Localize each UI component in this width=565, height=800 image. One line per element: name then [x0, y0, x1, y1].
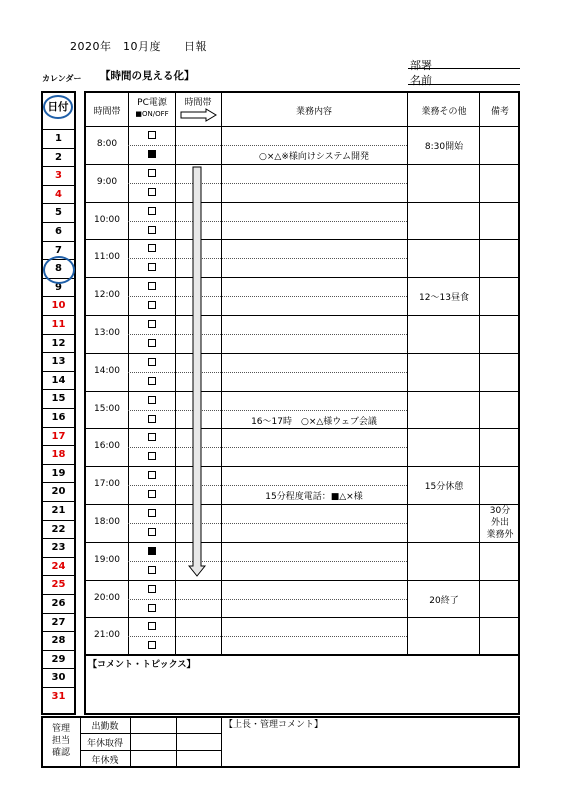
calendar-day[interactable]: 30 — [41, 668, 76, 687]
pc-power-checkbox[interactable] — [148, 301, 156, 309]
half-hour-line — [128, 334, 407, 335]
mgmt-label-3: 確認 — [51, 748, 70, 758]
calendar-day[interactable]: 13 — [41, 352, 76, 371]
half-hour-line — [128, 296, 407, 297]
half-hour-line — [128, 183, 407, 184]
col-header-time: 時間帯 — [93, 107, 121, 117]
hour-line — [84, 542, 520, 543]
hour-line — [84, 277, 520, 278]
time-slot-label: 10:00 — [94, 214, 120, 225]
pc-power-checkbox[interactable] — [148, 433, 156, 441]
other-work-entry[interactable]: 15分休憩 — [424, 482, 464, 493]
col-header-work: 業務内容 — [295, 107, 332, 117]
date-header: 日付 — [43, 95, 73, 119]
pc-power-checkbox[interactable] — [148, 604, 156, 612]
note-line-1: 30分 — [489, 506, 511, 516]
half-hour-line — [128, 145, 407, 146]
calendar-day[interactable]: 1 — [41, 129, 76, 148]
calendar-day[interactable]: 21 — [41, 501, 76, 520]
mgmt-row-line — [80, 733, 221, 734]
mgmt-label-2: 担当 — [51, 736, 70, 746]
pc-power-checkbox[interactable] — [148, 131, 156, 139]
time-slot-label: 8:00 — [96, 138, 118, 149]
calendar-day[interactable]: 20 — [41, 482, 76, 501]
time-slot-label: 9:00 — [96, 176, 118, 187]
col-header-pc: PC電源 — [137, 98, 167, 108]
hour-line — [84, 164, 520, 165]
header-line — [84, 126, 520, 127]
department-label: 部署 — [410, 59, 432, 72]
pc-power-checkbox[interactable] — [148, 263, 156, 271]
calendar-day[interactable]: 6 — [41, 222, 76, 241]
other-work-entry[interactable]: 12～13昼食 — [419, 293, 469, 304]
calendar-day[interactable]: 11 — [41, 315, 76, 334]
mgmt-divider — [176, 716, 177, 768]
calendar-day[interactable]: 2 — [41, 148, 76, 167]
calendar-day[interactable]: 17 — [41, 427, 76, 446]
calendar-day[interactable]: 10 — [41, 296, 76, 315]
comment-label: 【コメント・トピックス】 — [88, 660, 196, 670]
pc-power-checkbox[interactable] — [148, 452, 156, 460]
note-cell — [481, 505, 519, 541]
half-hour-line — [128, 258, 407, 259]
calendar-day[interactable]: 26 — [41, 594, 76, 613]
half-hour-line — [128, 372, 407, 373]
half-hour-line — [128, 561, 407, 562]
management-label — [42, 723, 80, 759]
leave-taken-label: 年休取得 — [86, 739, 123, 749]
pc-power-checkbox[interactable] — [148, 282, 156, 290]
today-circle-marker — [43, 256, 75, 284]
calendar-day[interactable]: 7 — [41, 241, 76, 260]
half-hour-line — [128, 636, 407, 637]
col-header-pc-sub: ■ON/OFF — [135, 110, 169, 118]
time-slot-label: 13:00 — [94, 327, 120, 338]
calendar-day[interactable]: 22 — [41, 520, 76, 539]
pc-power-checkbox[interactable] — [148, 471, 156, 479]
half-hour-line — [128, 599, 407, 600]
half-hour-line — [128, 523, 407, 524]
pc-power-checkbox[interactable] — [148, 207, 156, 215]
pc-power-checkbox[interactable] — [148, 358, 156, 366]
calendar-day[interactable]: 16 — [41, 408, 76, 427]
department-line — [408, 68, 520, 69]
half-hour-line — [128, 485, 407, 486]
calendar-day[interactable]: 19 — [41, 464, 76, 483]
calendar-day[interactable]: 18 — [41, 445, 76, 464]
hour-line — [84, 315, 520, 316]
pc-power-checkbox[interactable] — [148, 622, 156, 630]
column-divider — [175, 91, 176, 655]
half-hour-line — [128, 447, 407, 448]
column-divider — [479, 91, 480, 655]
calendar-day[interactable]: 27 — [41, 613, 76, 632]
time-slot-label: 20:00 — [94, 592, 120, 603]
other-work-entry[interactable]: 8:30開始 — [424, 141, 464, 152]
pc-power-checkbox[interactable] — [148, 150, 156, 158]
hour-line — [84, 580, 520, 581]
pc-power-checkbox[interactable] — [148, 547, 156, 555]
note-line-3: 業務外 — [486, 530, 514, 540]
hour-line — [84, 466, 520, 467]
calendar-day[interactable]: 3 — [41, 166, 76, 185]
hour-line — [84, 391, 520, 392]
time-slot-label: 15:00 — [94, 403, 120, 414]
column-divider — [128, 91, 129, 655]
pc-power-checkbox[interactable] — [148, 339, 156, 347]
column-divider — [407, 91, 408, 655]
work-entry[interactable]: 15分程度電話：■△×様 — [265, 492, 363, 503]
calendar-day[interactable]: 31 — [41, 687, 76, 706]
mgmt-row-line — [80, 750, 221, 751]
time-slot-label: 17:00 — [94, 479, 120, 490]
calendar-day[interactable]: 4 — [41, 185, 76, 204]
time-slot-label: 18:00 — [94, 516, 120, 527]
calendar-day[interactable]: 28 — [41, 631, 76, 650]
calendar-label: カレンダー — [42, 74, 82, 83]
hour-line — [84, 428, 520, 429]
calendar-day[interactable]: 23 — [41, 538, 76, 557]
time-slot-label: 19:00 — [94, 554, 120, 565]
mgmt-divider — [130, 716, 131, 768]
calendar-day[interactable]: 14 — [41, 371, 76, 390]
pc-power-checkbox[interactable] — [148, 320, 156, 328]
time-slot-label: 14:00 — [94, 365, 120, 376]
pc-power-checkbox[interactable] — [148, 585, 156, 593]
name-label: 名前 — [410, 74, 432, 87]
mgmt-divider — [221, 716, 222, 768]
pc-power-checkbox[interactable] — [148, 396, 156, 404]
leave-remaining-label: 年休残 — [91, 756, 119, 766]
hour-line — [84, 239, 520, 240]
attendance-count-label: 出勤数 — [91, 722, 119, 732]
right-arrow-icon — [180, 108, 218, 122]
name-line — [408, 84, 520, 85]
time-slot-label: 21:00 — [94, 630, 120, 641]
calendar-day[interactable]: 29 — [41, 650, 76, 669]
col-header-band: 時間帯 — [184, 98, 212, 108]
time-slot-label: 16:00 — [94, 441, 120, 452]
hour-line — [84, 504, 520, 505]
calendar-day[interactable]: 9 — [41, 278, 76, 297]
pc-power-checkbox[interactable] — [148, 377, 156, 385]
boss-comment-label: 【上長・管理コメント】 — [224, 720, 324, 730]
pc-power-checkbox[interactable] — [148, 415, 156, 423]
col-header-note: 備考 — [490, 107, 509, 117]
col-header-other: 業務その他 — [421, 107, 467, 117]
work-entry[interactable]: 16～17時 ○×△様ウェブ会議 — [251, 416, 377, 427]
calendar-day[interactable]: 15 — [41, 389, 76, 408]
pc-power-checkbox[interactable] — [148, 226, 156, 234]
calendar-day[interactable]: 8 — [41, 259, 76, 278]
pc-power-checkbox[interactable] — [148, 490, 156, 498]
hour-line — [84, 617, 520, 618]
work-entry[interactable]: ○×△※様向けシステム開発 — [259, 151, 369, 162]
visibility-title: 【時間の見える化】 — [100, 70, 195, 82]
note-line-2: 外出 — [490, 518, 509, 528]
calendar-day[interactable]: 5 — [41, 203, 76, 222]
time-slot-label: 12:00 — [94, 290, 120, 301]
mgmt-label-1: 管理 — [51, 724, 70, 734]
pc-power-checkbox[interactable] — [148, 244, 156, 252]
pc-power-checkbox[interactable] — [148, 509, 156, 517]
calendar-day[interactable]: 25 — [41, 575, 76, 594]
calendar-day[interactable]: 24 — [41, 557, 76, 576]
pc-power-checkbox[interactable] — [148, 528, 156, 536]
other-work-entry[interactable]: 20終了 — [429, 595, 459, 606]
pc-power-checkbox[interactable] — [148, 566, 156, 574]
column-divider — [221, 91, 222, 655]
pc-power-checkbox[interactable] — [148, 188, 156, 196]
pc-power-checkbox[interactable] — [148, 641, 156, 649]
pc-power-checkbox[interactable] — [148, 169, 156, 177]
report-title: 2020年 10月度 日報 — [70, 40, 207, 53]
half-hour-line — [128, 410, 407, 411]
hour-line — [84, 202, 520, 203]
hour-line — [84, 353, 520, 354]
time-slot-label: 11:00 — [94, 252, 120, 263]
time-band-arrow-icon — [188, 166, 206, 578]
calendar-day[interactable]: 12 — [41, 334, 76, 353]
half-hour-line — [128, 221, 407, 222]
